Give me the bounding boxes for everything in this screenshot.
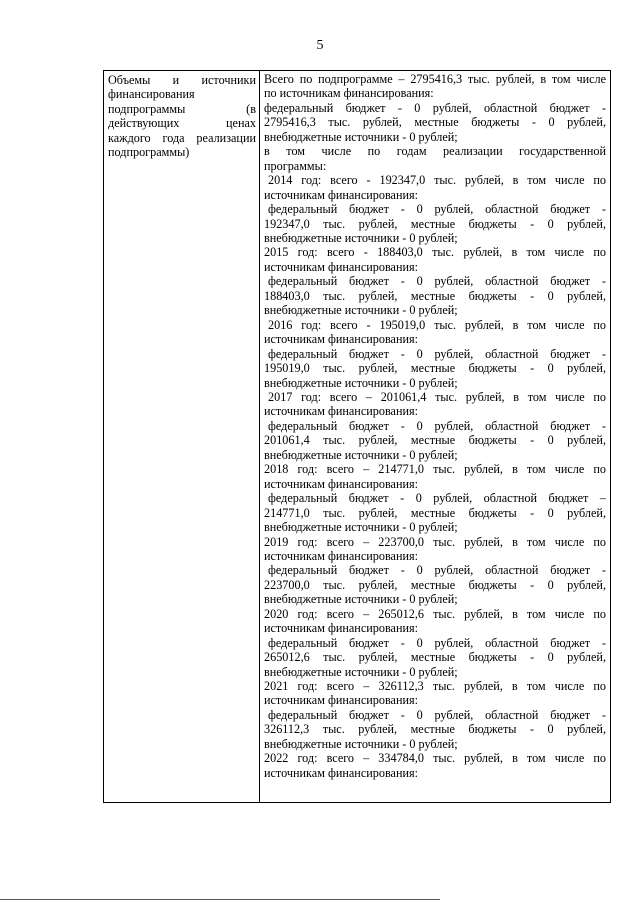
funding-text-line: 2795416,3 тыс. рублей, местные бюджеты - 0 рублей, (264, 115, 606, 130)
funding-text-line: 214771,0 тыс. рублей, местные бюджеты - 0 рублей, (264, 505, 606, 520)
funding-text-line: федеральный бюджет - 0 рублей, областной бюджет - (264, 100, 606, 115)
funding-text-line: внебюджетные источники - 0 рублей; (264, 303, 458, 318)
funding-text-line: внебюджетные источники - 0 рублей; (264, 230, 458, 245)
year-total-line: 2015 год: всего - 188403,0 тыс. рублей, в том числе по (264, 245, 606, 260)
funding-text-line: федеральный бюджет - 0 рублей, областной бюджет - (268, 274, 606, 289)
year-total-line: 2022 год: всего – 334784,0 тыс. рублей, в том числе по (264, 751, 606, 766)
funding-table (103, 70, 611, 803)
funding-text-line: 192347,0 тыс. рублей, местные бюджеты - 0 рублей, (264, 216, 606, 231)
funding-text-line: Всего по подпрограмме – 2795416,3 тыс. рублей, в том числе (264, 72, 606, 86)
footer-rule (0, 899, 440, 900)
funding-text-line: внебюджетные источники - 0 рублей; (264, 664, 458, 679)
funding-text-line: источникам финансирования: (264, 765, 418, 780)
funding-text-line: источникам финансирования: (264, 187, 418, 202)
funding-text-line: 195019,0 тыс. рублей, местные бюджеты - 0 рублей, (264, 361, 606, 376)
funding-details-cell (260, 71, 610, 802)
funding-text-line: федеральный бюджет - 0 рублей, областной бюджет - (268, 707, 606, 722)
funding-text-line: 223700,0 тыс. рублей, местные бюджеты - 0 рублей, (264, 577, 606, 592)
funding-text-line: федеральный бюджет - 0 рублей, областной бюджет – (268, 491, 606, 506)
funding-text-line: федеральный бюджет - 0 рублей, областной бюджет - (268, 418, 606, 433)
year-total-line: 2020 год: всего – 265012,6 тыс. рублей, в том числе по (264, 606, 606, 621)
funding-text-line: источникам финансирования: (264, 693, 418, 708)
row-label-line: финансирования (108, 87, 195, 102)
funding-text-line: внебюджетные источники - 0 рублей; (264, 129, 458, 144)
year-total-line: 2014 год: всего - 192347,0 тыс. рублей, в том числе по (268, 173, 606, 188)
year-total-line: 2016 год: всего - 195019,0 тыс. рублей, в том числе по (268, 317, 606, 332)
funding-text-line: внебюджетные источники - 0 рублей; (264, 375, 458, 390)
funding-text-line: источникам финансирования: (264, 621, 418, 636)
funding-text-line: федеральный бюджет - 0 рублей, областной бюджет - (268, 563, 606, 578)
row-label-line: подпрограммы (в (108, 101, 256, 116)
funding-text-line: 326112,3 тыс. рублей, местные бюджеты - 0 рублей, (264, 722, 606, 737)
funding-text-line: внебюджетные источники - 0 рублей; (264, 447, 458, 462)
year-total-line: 2019 год: всего – 223700,0 тыс. рублей, в том числе по (264, 534, 606, 549)
funding-text-line: источникам финансирования: (264, 548, 418, 563)
funding-text-line: 201061,4 тыс. рублей, местные бюджеты - 0 рублей, (264, 433, 606, 448)
funding-text-line: источникам финансирования: (264, 476, 418, 491)
funding-text-line: источникам финансирования: (264, 332, 418, 347)
funding-text-line: федеральный бюджет - 0 рублей, областной бюджет - (268, 202, 606, 217)
year-total-line: 2018 год: всего – 214771,0 тыс. рублей, в том числе по (264, 462, 606, 477)
funding-text-line: федеральный бюджет - 0 рублей, областной бюджет - (268, 635, 606, 650)
funding-text-line: 188403,0 тыс. рублей, местные бюджеты - 0 рублей, (264, 288, 606, 303)
funding-text-line: внебюджетные источники - 0 рублей; (264, 592, 458, 607)
funding-text-line: федеральный бюджет - 0 рублей, областной бюджет - (268, 346, 606, 361)
funding-text-line: внебюджетные источники - 0 рублей; (264, 736, 458, 751)
funding-text-line: 265012,6 тыс. рублей, местные бюджеты - 0 рублей, (264, 650, 606, 665)
row-label-line: каждого года реализации (108, 130, 256, 145)
row-label-cell (104, 71, 260, 802)
year-total-line: 2017 год: всего – 201061,4 тыс. рублей, в том числе по (268, 389, 606, 404)
funding-text-line: внебюджетные источники - 0 рублей; (264, 520, 458, 535)
funding-text-line: источникам финансирования: (264, 404, 418, 419)
funding-text-line: источникам финансирования: (264, 259, 418, 274)
funding-text-line: по источникам финансирования: (264, 86, 434, 101)
row-label-line: действующих ценах (108, 116, 256, 131)
year-total-line: 2021 год: всего – 326112,3 тыс. рублей, в том числе по (264, 679, 606, 694)
funding-text-line: в том числе по годам реализации государственной (264, 144, 606, 159)
row-label-line: Объемы и источники (108, 73, 256, 87)
row-label-line: подпрограммы) (108, 145, 190, 160)
funding-text-line: программы: (264, 158, 327, 173)
page-number: 5 (316, 38, 324, 53)
